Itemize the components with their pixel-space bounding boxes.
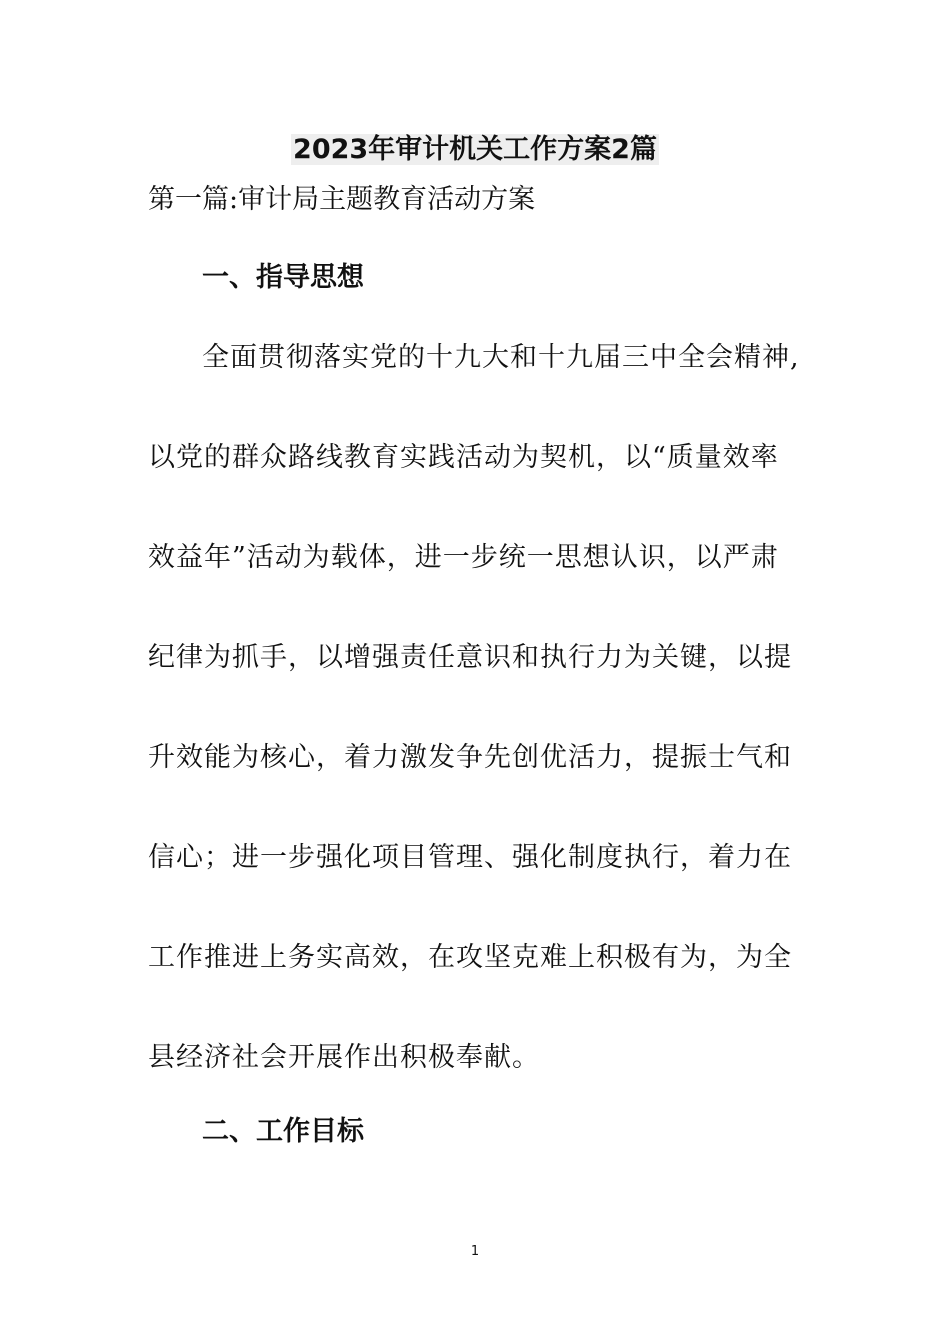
document-title-text: 2023年审计机关工作方案2篇 (293, 134, 657, 165)
paragraph-line: 升效能为核心，着力激发争先创优活力，提振士气和 (148, 742, 792, 773)
paragraph-line: 县经济社会开展作出积极奉献。 (148, 1042, 540, 1073)
paragraph-line: 纪律为抓手，以增强责任意识和执行力为关键，以提 (148, 642, 792, 673)
document-title (0, 130, 950, 170)
paragraph-line: 工作推进上务实高效，在攻坚克难上积极有为，为全 (148, 942, 792, 973)
section-heading-work-goals: 二、工作目标 (202, 1116, 364, 1147)
page-number: 1 (470, 1244, 480, 1259)
section-heading-guiding-ideology: 一、指导思想 (202, 262, 364, 293)
paragraph-line: 全面贯彻落实党的十九大和十九届三中全会精神, (202, 342, 800, 373)
body-paragraph (148, 338, 800, 1138)
paragraph-line: 以党的群众路线教育实践活动为契机，以“质量效率 (148, 442, 779, 473)
paragraph-line: 信心；进一步强化项目管理、强化制度执行，着力在 (148, 842, 792, 873)
paragraph-line: 效益年”活动为载体，进一步统一思想认识，以严肃 (148, 542, 779, 573)
document-subtitle: 第一篇:审计局主题教育活动方案 (148, 184, 536, 215)
